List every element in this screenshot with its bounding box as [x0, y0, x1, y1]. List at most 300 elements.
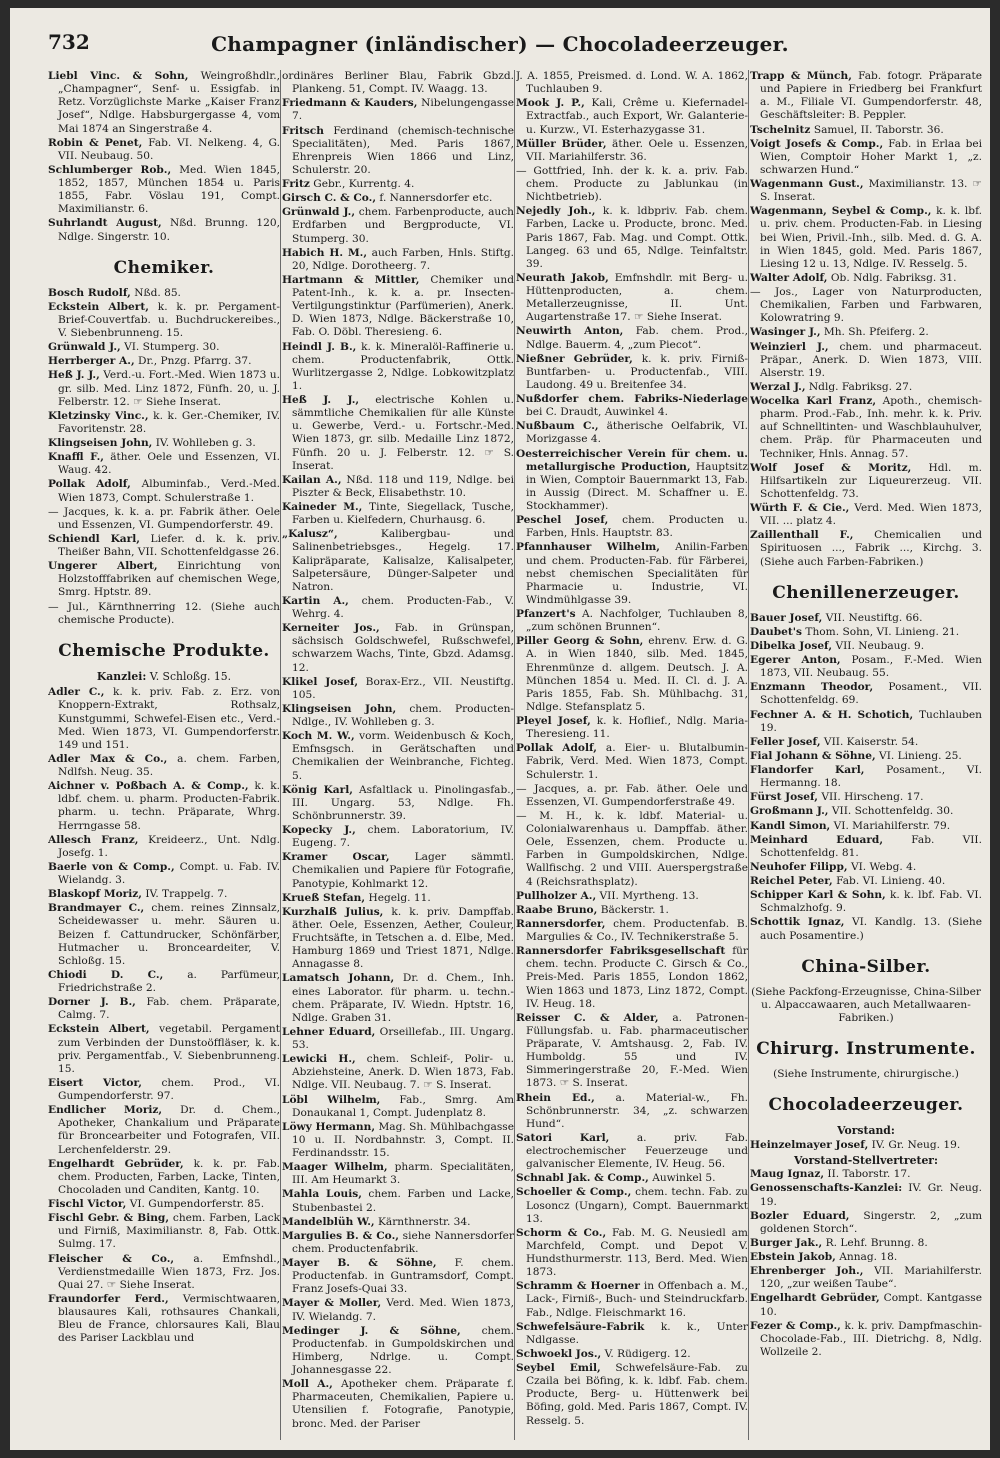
entry-name: Nußdorfer chem. Fabriks-Niederlage [516, 393, 748, 405]
entry-name: Flandorfer Karl, [750, 764, 865, 777]
entry-details: a. priv. Fab. electrochemischer Feuerzeuge und galvanischer Elemente, IV. Heug. 56. [526, 1131, 748, 1171]
directory-columns [48, 70, 982, 1440]
directory-entry [48, 969, 280, 995]
directory-entry [48, 1198, 280, 1211]
directory-entry [48, 355, 280, 368]
entry-details: Annag. 18. [839, 1251, 898, 1264]
entry-details: Auwinkel 5. [652, 1172, 716, 1185]
entry-name: Girsch C. & Co., [282, 192, 377, 205]
entry-details: chem. Farbenproducte, auch Erdfarben und Bergproducte, VI. Stumperg. 30. [292, 206, 514, 245]
directory-entry [516, 635, 748, 714]
entry-details: chem. Farben, Lack und Firniß, Maximilianstr. 8, Fab. Ottk. Sulmg. 17. [58, 1212, 280, 1251]
office-line [48, 670, 280, 683]
entry-name: Dibelka Josef, [750, 639, 833, 652]
directory-entry [48, 70, 280, 136]
entry-name: Koch M. W., [282, 730, 355, 743]
entry-details: Ndlg. Fabriksg. 27. [808, 380, 913, 393]
entry-details: Thom. Sohn, VI. Linieng. 21. [805, 625, 960, 638]
directory-entry [282, 394, 514, 473]
entry-details: k. k. lbf. Fab. VI. Schmalzhofg. 9. [760, 889, 982, 915]
directory-entry [48, 1104, 280, 1157]
directory-entry [282, 206, 514, 245]
entry-name: Neuwirth Anton, [516, 325, 624, 338]
directory-entry [750, 640, 982, 653]
directory-entry [516, 97, 748, 136]
directory-entry [750, 875, 982, 888]
entry-details: Nibelungengasse 7. [292, 97, 514, 123]
entry-details: R. Lehf. Brunng. 8. [825, 1236, 928, 1249]
directory-entry [48, 1212, 280, 1251]
entry-name: Bozler Eduard, [750, 1209, 850, 1222]
entry-name: Ungerer Albert, [48, 560, 158, 573]
entry-name: Friedmann & Kauders, [282, 97, 418, 110]
directory-entry [48, 137, 280, 163]
directory-entry [516, 945, 748, 1011]
entry-name: Engelhardt Gebrüder, [48, 1157, 184, 1170]
directory-entry [48, 888, 280, 901]
entry-details: k. k. ldbpriv. Fab. chem. Farben, Lacke u. Producte, bronc. Med. Paris 1867, Fab. Mag. und Compt. Ottk. Langeg. 63 und 65, Ndlge. Teinfaltstr. 39. [526, 205, 748, 270]
entry-name: Aichner v. Poßbach A. & Comp., [48, 780, 249, 793]
entry-details: IV. Gr. Neug. 19. [760, 1182, 982, 1208]
entry-details: — M. H., k. k. ldbf. Material- u. Colonialwarenhaus u. Dampffab. äther. Oele, Essenzen, chem. Producte u. Farben in Gumpoldskirchen, Ndlge. Wallfischg. 2 und VIII. Auerspergstraße 4 (Reichsrathsplatz). [516, 809, 748, 888]
entry-details: a. Eier- u. Blutalbumin-Fabrik, Verd. Med. Wien 1873, Compt. Schulerstr. 1. [526, 742, 748, 781]
entry-name: Heß J. J., [282, 394, 360, 406]
directory-entry [516, 890, 748, 903]
entry-details: J. A. 1855, Preismed. d. Lond. W. A. 1862, Tuchlauben 9. [516, 70, 748, 96]
directory-entry [750, 1182, 982, 1208]
directory-entry [516, 742, 748, 781]
entry-details: Fab. in Grünspan, sächsisch Goldschwefel, Rußschwefel, schwarzem Wachs, Tinte, Gbzd. Adamsg. 12. [292, 622, 514, 674]
entry-name: Wasinger J., [750, 326, 821, 339]
entry-name: Herrberger A., [48, 355, 135, 368]
entry-name: Fritsch [282, 124, 324, 137]
entry-details: chem. Productenfab. in Gumpoldskirchen und Himberg, Ndrlge. u. Compt. Johannesgasse 22. [292, 1324, 514, 1376]
entry-details: F. chem. Productenfab. in Guntramsdorf, Compt. Franz Josefs-Quai 33. [292, 1257, 514, 1296]
entry-name: Brandmayer C., [48, 902, 145, 915]
column-1 [48, 70, 280, 1440]
directory-entry [48, 601, 280, 627]
directory-entry [282, 906, 514, 972]
entry-details: Verd. Med. Wien 1873, VII. ... platz 4. [760, 502, 982, 528]
directory-entry [282, 972, 514, 1025]
directory-entry [282, 1053, 514, 1092]
directory-page [10, 8, 990, 1450]
directory-entry [516, 205, 748, 271]
entry-details: a. Emfnshdl., Verdienstmedaille Wien 1873, Frz. Jos. Quai 27. ☞ Siehe Inserat. [58, 1252, 280, 1291]
directory-entry [516, 514, 748, 540]
entry-details: ehrenv. Erw. d. G. A. in Wien 1840, silb. Med. 1845, Ehrenmünze d. allgem. Deutsch. J. A. München 1854 u. Med. II. Cl. d. J. A. Paris 1855, Fab. Sh. Mühlbachg. 31, Ndlge. Stefansplatz 5. [526, 635, 748, 713]
directory-entry [750, 395, 982, 461]
entry-name: Schorm & Co., [516, 1226, 607, 1239]
entry-details: k. k. priv. Fab. z. Erz. von Knoppern-Extrakt, Rothsalz, Kunstgummi, Schwefel-Eisen etc., Verd.-Med. Wien 1873, VI. Gumpendorferstr. 149 und 151. [58, 686, 280, 751]
directory-entry [282, 1161, 514, 1187]
entry-name: Rannersdorfer Fabriksgesellschaft [516, 945, 726, 958]
entry-name: Schlumberger Rob., [48, 163, 172, 176]
entry-details: Mag. Sh. Mühlbachgasse 10 u. II. Nordbahnstr. 3, Compt. II. Ferdinandsstr. 15. [292, 1120, 514, 1159]
directory-entry [282, 824, 514, 850]
entry-details: Compt. Kantgasse 10. [760, 1292, 982, 1318]
entry-details: chem. reines Zinnsalz, Scheidewasser u. mehr. Säuren u. Beizen f. Cattundrucker, Schönfärber, Hutmacher u. Bronceardeiter, V. Schloßg. 15. [58, 902, 280, 967]
entry-details: Fab. chem. Präparate, Calmg. 7. [58, 996, 280, 1022]
entry-name: Mayer B. & Söhne, [282, 1257, 437, 1269]
entry-name: Knaffl F., [48, 451, 104, 464]
directory-entry [48, 341, 280, 354]
entry-name: Klikel Josef, [282, 675, 359, 688]
entry-name: Dorner J. B., [48, 996, 136, 1009]
role-label: Vorstand-Stellvertreter: [794, 1153, 938, 1167]
section-heading: Chocoladeerzeuger. [768, 1095, 964, 1116]
directory-entry [48, 287, 280, 300]
entry-name: Werzal J., [750, 380, 806, 393]
directory-entry [516, 810, 748, 889]
section-heading: Chirurg. Instrumente. [756, 1039, 976, 1060]
entry-details: chem. Farben und Lacke, Stubenbastei 2. [292, 1188, 514, 1214]
entry-details: Emfnshdlr. mit Berg- u. Hüttenproducten, a. chem. Metallerzeugnisse, II. Unt. Augartenstraße 17. ☞ Siehe Inserat. [526, 271, 748, 324]
entry-name: Lewicki H., [282, 1053, 356, 1066]
section-heading: Chenillenerzeuger. [772, 582, 960, 603]
entry-name: Mayer & Moller, [282, 1297, 382, 1310]
entry-name: Pollak Adolf, [516, 742, 597, 755]
entry-name: Fechner A. & H. Schotich, [750, 708, 914, 721]
entry-details: Fab. M. G. Neusiedl am Marchfeld, Compt. und Depot V. Hundsthurmerstr. 113, Berd. Med. Wien 1873. [526, 1226, 748, 1279]
directory-entry [48, 451, 280, 477]
directory-entry [282, 1230, 514, 1256]
section-heading: China-Silber. [801, 956, 931, 977]
entry-name: Heindl J. B., [282, 340, 357, 353]
directory-entry [750, 124, 982, 137]
entry-name: Egerer Anton, [750, 654, 841, 667]
directory-entry [750, 462, 982, 501]
entry-name: Margulies B. & Co., [282, 1229, 399, 1242]
directory-entry [282, 247, 514, 273]
entry-details: VI. Mariahilferstr. 79. [833, 819, 951, 832]
entry-details: VII. Hirscheng. 17. [821, 791, 924, 804]
directory-entry [750, 736, 982, 749]
entry-details: Tinte, Siegellack, Tusche, Farben u. Kielfedern, Churhausg. 6. [292, 501, 514, 527]
entry-details: Maximilianstr. 13. ☞ S. Inserat. [760, 178, 982, 204]
entry-name: Fezer & Comp., [750, 1319, 841, 1332]
entry-name: Kurzhalß Julius, [282, 905, 384, 918]
entry-details: Verd.-u. Fort.-Med. Wien 1873 u. gr. silb. Med. Linz 1872, Fünfh. 20, u. J. Felberstr. 12. ☞ Siehe Inserat. [58, 369, 280, 408]
entry-name: Schoeller & Comp., [516, 1186, 632, 1199]
entry-details: Asfaltlack u. Pinolingasfab., III. Ungarg. 53, Ndlge. Fh. Schönbrunnerstr. 39. [292, 783, 514, 822]
directory-entry [48, 164, 280, 217]
entry-name: Wocelka Karl Franz, [750, 395, 877, 407]
entry-details: Verd. Med. Wien 1873, IV. Wielandg. 7. [292, 1297, 514, 1323]
directory-entry [516, 1186, 748, 1225]
directory-entry [750, 654, 982, 680]
directory-entry [516, 918, 748, 944]
entry-name: Genossenschafts-Kanzlei: [750, 1182, 903, 1195]
entry-details: chem. Productenfab. B. Margulies & Co., IV. Technikerstraße 5. [526, 917, 748, 943]
entry-name: Allesch Franz, [48, 833, 139, 846]
entry-name: Meinhard Eduard, [750, 833, 884, 846]
entry-details: VII. Mariahilferstr. 120, „zur weißen Taube“. [760, 1265, 982, 1291]
entry-details: VI. Linieng. 25. [879, 749, 962, 762]
entry-details: VI. Kandlg. 13. (Siehe auch Posamentire.) [760, 916, 982, 942]
entry-details: Vermischtwaaren, blausaures Kali, rothsaures Chankali, Bleu de France, chlorsaures Kali, Blau des Pariser Lackblau und [58, 1292, 280, 1345]
entry-details: Einrichtung von Holzstofffabriken auf chemischen Wege, Smrg. Hptstr. 89. [58, 560, 280, 599]
directory-entry [516, 165, 748, 204]
entry-name: Reichel Peter, [750, 875, 833, 888]
entry-details: chem. und pharmaceut. Präpar., Anerk. D. Wien 1873, VIII. Alserstr. 19. [760, 340, 982, 379]
entry-details: k. k. priv. Firniß-Buntfarben- u. Productenfab., VIII. Laudong. 49 u. Breitenfee 34. [526, 352, 748, 391]
directory-entry [48, 506, 280, 532]
directory-entry [282, 474, 514, 500]
entry-details: vegetabil. Pergament zum Verbinden der Dunstoöffläser, k. k. priv. Pergamentfab., V. Siebenbrunneng. 15. [58, 1023, 280, 1075]
entry-details: Apoth., chemisch-pharm. Prod.-Fab., Inh. mehr. k. k. Priv. auf Schnelltinten- und Waschblauhulver, chem. Präp. für Pharmaceuten und Techniker, Hnls. Annag. 57. [760, 395, 982, 460]
entry-name: Baerle von & Comp., [48, 860, 175, 873]
directory-entry [48, 410, 280, 436]
entry-name: Fischl Gebr. & Bing, [48, 1212, 170, 1225]
entry-name: Eisert Victor, [48, 1076, 142, 1089]
entry-details: k. k. pr. Fab. chem. Producten, Farben, Lacke, Tinten, Chocoladen und Canditen, Kantg. 10. [58, 1157, 280, 1196]
directory-entry [282, 97, 514, 123]
directory-entry [282, 1325, 514, 1378]
entry-name: Weinzierl J., [750, 340, 829, 353]
directory-entry [516, 420, 748, 446]
entry-name: Ehrenberger Joh., [750, 1265, 864, 1278]
directory-entry [282, 192, 514, 205]
directory-entry [750, 889, 982, 915]
entry-name: Neurath Jakob, [516, 271, 609, 284]
directory-entry [516, 353, 748, 392]
entry-name: Maug Ignaz, [750, 1168, 825, 1181]
entry-details: a. Material-w., Fh. Schönbrunnerstr. 34, „z. schwarzen Hund“. [526, 1091, 748, 1130]
entry-details: Kali, Crême u. Kiefernadel-Extractfab., auch Export, Wr. Galanterie- u. Kurzw., VI. Esterhazygasse 31. [526, 97, 748, 136]
entry-details: in Offenbach a. M., Lack-, Firniß-, Buch- und Steindruckfarb. Fab., Ndlge. Fleischmarkt 16. [526, 1280, 748, 1319]
entry-name: Löbl Wilhelm, [282, 1093, 381, 1106]
entry-details: IV. Trappelg. 7. [145, 888, 228, 901]
directory-entry [750, 1251, 982, 1264]
directory-entry [282, 178, 514, 191]
entry-name: Seybel Emil, [516, 1362, 601, 1374]
entry-details: k. k., Unter Ndlgasse. [526, 1320, 748, 1346]
entry-name: Daubet's [750, 625, 803, 638]
directory-entry [282, 528, 514, 594]
entry-details: Hauptsitz in Wien, Comptoir Bauernmarkt 13, Fab. in Aussig (Direct. M. Schaffner u. E. Stockhammer). [526, 460, 748, 512]
entry-name: Wagenmann Gust., [750, 178, 864, 190]
directory-entry [516, 1280, 748, 1319]
entry-name: Schramm & Hoerner [516, 1280, 640, 1293]
directory-entry [282, 595, 514, 621]
entry-details: Fab., Smrg. Am Donaukanal 1, Compt. Judenplatz 8. [292, 1093, 514, 1119]
entry-name: Bosch Rudolf, [48, 286, 131, 299]
entry-name: Kopecky J., [282, 824, 356, 836]
entry-name: Klingseisen John, [48, 437, 153, 450]
entry-details: k. k. pr. Pergament-Brief-Couvertfab. u. Buchdruckereibes., V. Siebenbrunneng. 15. [58, 300, 280, 340]
directory-entry [282, 892, 514, 905]
entry-details: Gebr., Kurrentg. 4. [313, 178, 415, 190]
directory-entry [48, 753, 280, 779]
entry-details: VII. Neustiftg. 66. [825, 611, 923, 624]
entry-details: VI. Stumperg. 30. [124, 341, 220, 354]
directory-entry [750, 805, 982, 818]
entry-name: Wolf Josef & Moritz, [750, 461, 912, 474]
directory-entry [750, 764, 982, 790]
directory-entry [48, 1293, 280, 1346]
entry-name: Wagenmann, Seybel & Comp., [750, 205, 932, 218]
directory-entry [48, 834, 280, 860]
directory-entry [750, 916, 982, 942]
entry-name: Grünwald J., [48, 341, 121, 354]
entry-details: VI. Webg. 4. [850, 860, 917, 873]
directory-entry [516, 1321, 748, 1347]
entry-details: Fab. fotogr. Präparate und Papiere in Friedberg bei Frankfurt a. M., Filiale VI. Gumpendorferstr. 48, Geschäftsleiter: B. Peppler. [760, 70, 982, 122]
entry-name: Pleyel Josef, [516, 715, 591, 727]
directory-entry [48, 780, 280, 833]
column-divider [280, 70, 281, 1440]
entry-details: IV. Wohlleben g. 3. [155, 437, 256, 450]
entry-name: Kramer Oscar, [282, 851, 390, 864]
directory-entry [282, 1121, 514, 1160]
entry-name: Kaineder M., [282, 501, 363, 513]
entry-details: Chemicalien und Spirituosen ..., Fabrik ..., Kirchg. 3. (Siehe auch Farben-Fabriken.) [760, 529, 982, 568]
entry-name: Ebstein Jakob, [750, 1251, 836, 1264]
entry-details: VI. Gumpendorferstr. 85. [129, 1198, 265, 1211]
office-address: V. Schloßg. 15. [149, 669, 232, 683]
directory-entry [48, 560, 280, 599]
entry-name: Robin & Penet, [48, 136, 143, 149]
entry-name: Schwoekl Jos., [516, 1347, 602, 1360]
entry-name: Endlicher Moriz, [48, 1104, 163, 1117]
entry-name: Nußbaum C., [516, 420, 599, 433]
directory-entry [750, 502, 982, 528]
entry-details: Nßd. 85. [134, 286, 181, 299]
entry-details: Liefer. d. k. k. priv. Theißer Bahn, VII. Schottenfeldgasse 26. [58, 532, 280, 559]
entry-details: Mh. Sh. Pfeiferg. 2. [823, 326, 929, 339]
directory-entry [750, 626, 982, 639]
directory-entry [48, 1253, 280, 1292]
entry-details: Ob. Ndlg. Fabriksg. 31. [830, 271, 957, 284]
entry-details: Hegelg. 11. [368, 891, 431, 904]
directory-entry [516, 1172, 748, 1185]
directory-entry [750, 381, 982, 394]
directory-entry [48, 1158, 280, 1197]
entry-details: chem. Laboratorium, IV. Eugeng. 7. [292, 824, 514, 850]
entry-name: Pullholzer A., [516, 889, 597, 902]
entry-name: Eckstein Albert, [48, 300, 149, 313]
entry-name: Fleischer & Co., [48, 1252, 175, 1265]
column-divider [748, 70, 749, 1440]
entry-details: Compt. u. Fab. IV. Wielandg. 3. [58, 860, 280, 887]
column-2 [282, 70, 514, 1440]
directory-entry [516, 1227, 748, 1280]
entry-name: Engelhardt Gebrüder, [750, 1292, 880, 1305]
entry-details: A. Nachfolger, Tuchlauben 8, „zum schönen Brunnen“. [526, 608, 748, 634]
section-heading: Chemiker. [113, 257, 215, 278]
directory-entry [282, 703, 514, 729]
directory-entry [516, 1362, 748, 1428]
entry-details: VII. Neubaug. 9. [835, 639, 925, 652]
entry-details: chem. techn. Fab. zu Losoncz (Ungarn), Compt. Bauernmarkt 13. [526, 1186, 748, 1225]
entry-details: Kärnthnerstr. 34. [378, 1215, 471, 1228]
directory-entry [516, 138, 748, 164]
entry-details: Dr. d. Chem., Apotheker, Chankalium und Präparate für Broncearbeiter und Fotografen, VII. Lerchenfelderstr. 29. [58, 1104, 280, 1156]
entry-details: Fab. VII. Schottenfeldg. 81. [760, 833, 982, 859]
entry-details: Albuminfab., Verd.-Med. Wien 1873, Compt. Schulerstraße 1. [58, 478, 280, 504]
directory-entry [516, 541, 748, 607]
entry-name: Burger Jak., [750, 1236, 823, 1249]
directory-entry [48, 861, 280, 887]
directory-entry [516, 393, 748, 419]
entry-name: Walter Adolf, [750, 271, 828, 284]
directory-entry [282, 1188, 514, 1214]
entry-name: Mahla Louis, [282, 1188, 362, 1201]
entry-details: Fab. chem. Prod., Ndlge. Bauerm. 4, „zum Piecot“. [526, 325, 748, 351]
entry-details: pharm. Specialitäten, III. Am Heumarkt 3. [292, 1161, 514, 1187]
entry-details: chem. Schleif-, Polir- u. Abziehsteine, Anerk. D. Wien 1873, Fab. Ndlge. VII. Neubaug. 7. ☞ S. Inserat. [292, 1053, 514, 1092]
role-label: Vorstand: [837, 1124, 895, 1138]
directory-entry [282, 676, 514, 702]
entry-details: Dr., Pnzg. Pfarrg. 37. [138, 355, 252, 368]
directory-entry [750, 820, 982, 833]
directory-entry [750, 326, 982, 339]
entry-name: Voigt Josefs & Comp., [750, 137, 884, 150]
directory-entry [282, 1094, 514, 1120]
entry-name: Löwy Hermann, [282, 1120, 376, 1133]
entry-details: Borax-Erz., VII. Neustiftg. 105. [292, 675, 514, 701]
entry-name: Heinzelmayer Josef, [750, 1138, 869, 1151]
directory-entry [750, 681, 982, 707]
entry-name: Fritz [282, 178, 310, 190]
directory-entry [282, 784, 514, 823]
entry-details: — Jacques, k. k. a. pr. Fabrik äther. Oele und Essenzen, VI. Gumpendorferstr. 49. [48, 505, 280, 531]
entry-details: Posament., VI. Hermanng. 18. [760, 764, 982, 790]
entry-name: Suhrlandt August, [48, 217, 162, 230]
directory-entry [282, 1297, 514, 1323]
directory-entry [282, 341, 514, 394]
directory-entry [750, 1237, 982, 1250]
entry-name: Feller Josef, [750, 735, 821, 748]
entry-name: Lehner Eduard, [282, 1025, 376, 1038]
entry-details: Anilin-Farben und chem. Producten-Fab. für Färberei, nebst chemischen Specialitäten für Pharmacie u. Industrie, VI. Windmühlgasse 39. [526, 541, 748, 606]
entry-name: Mook J. P., [516, 97, 585, 110]
entry-name: Bauer Josef, [750, 611, 823, 624]
entry-details: äther. Oele u. Essenzen, VII. Mariahilferstr. 36. [526, 137, 748, 163]
directory-entry [48, 437, 280, 450]
column-3 [516, 70, 748, 1440]
entry-name: Mandelblüh W., [282, 1215, 375, 1228]
entry-name: Oesterreichischer Verein für chem. u. metallurgische Production, [516, 447, 748, 473]
directory-entry [282, 730, 514, 783]
entry-details: — Jacques, a. pr. Fab. äther. Oele und Essenzen, VI. Gumpendorferstraße 49. [516, 782, 748, 808]
entry-name: Fraundorfer Ferd., [48, 1292, 169, 1305]
entry-name: Zaillenthall F., [750, 529, 854, 542]
entry-name: Nejedly Joh., [516, 205, 596, 218]
entry-details: k. k. priv. Dampffab. äther. Oele, Essenzen, Aether, Couleur, Fruchtsäfte, in Tetschen a. d. Elbe, Med. Hamburg 1869 und Triest 1871, Ndlge. Annagasse 8. [292, 905, 514, 971]
entry-name: Schipper Karl & Sohn, [750, 889, 886, 902]
entry-name: Pollak Adolf, [48, 478, 131, 491]
entry-details: — Gottfried, Inh. der k. k. a. priv. Fab. chem. Producte zu Jablunkau (in Nichtbetrieb). [516, 164, 748, 204]
directory-entry [516, 1092, 748, 1131]
entry-name: Krueß Stefan, [282, 891, 366, 904]
entry-details: k. k. Mineralöl-Raffinerie u. chem. Productenfabrik, Ottk. Wurlitzergasse 2, Ndlge. Lobkowitzplatz 1. [292, 340, 514, 392]
entry-name: Fürst Josef, [750, 791, 818, 804]
entry-name: Maager Wilhelm, [282, 1161, 388, 1174]
directory-entry [516, 448, 748, 514]
entry-name: Blaskopf Moriz, [48, 888, 142, 901]
entry-name: Großmann J., [750, 805, 829, 818]
directory-entry [282, 501, 514, 527]
entry-details: VII. Schottenfeldg. 30. [831, 805, 954, 818]
entry-details: für chem. techn. Producte C. Girsch & Co., Preis-Med. Paris 1855, London 1862, Wien 1863 und 1873, Linz 1872, Compt. IV. Heug. 18. [526, 945, 748, 1010]
directory-entry [750, 205, 982, 271]
directory-entry [516, 904, 748, 917]
entry-details: a. Patronen-Füllungsfab. u. Fab. pharmaceutischer Präparate, V. Amtshausg. 2, Fab. IV. Humboldg. 55 und IV. Simmeringerstraße 20, F.-Med. Wien 1873. ☞ S. Inserat. [526, 1011, 748, 1090]
entry-name: Adler Max & Co., [48, 752, 168, 765]
entry-details: k. k. priv. Dampfmaschin-Chocolade-Fab., III. Dietrichg. 8, Ndlg. Wollzeile 2. [760, 1319, 982, 1358]
